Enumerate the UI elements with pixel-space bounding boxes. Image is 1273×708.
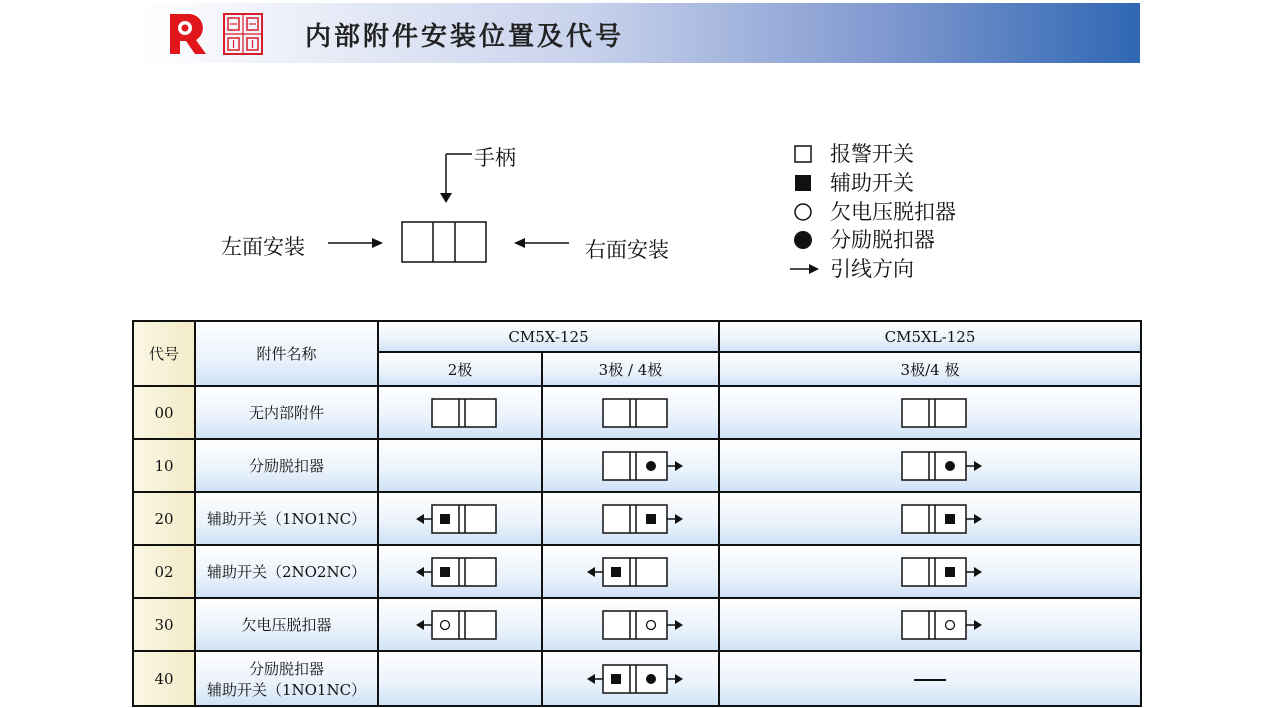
seal-logo-icon (223, 13, 263, 55)
row-position-c2 (542, 439, 719, 492)
arrow-right-icon (790, 256, 820, 282)
breaker-symbol-icon (571, 397, 691, 429)
row-code: 10 (133, 439, 195, 492)
page-title: 内部附件安装位置及代号 (305, 22, 625, 52)
row-position-c3 (719, 386, 1141, 439)
row-position-c1 (378, 386, 542, 439)
accessory-name-line: 辅助开关（1NO1NC） (206, 680, 367, 699)
legend-label: 辅助开关 (830, 171, 914, 195)
breaker-symbol-icon (870, 503, 990, 535)
filled-square-icon (945, 567, 955, 577)
breaker-body (902, 558, 966, 586)
arrow-right-icon (675, 514, 683, 524)
brand-logo-icon (168, 12, 208, 56)
breaker-body (902, 399, 966, 427)
row-position-c2 (542, 386, 719, 439)
not-applicable-dash (914, 679, 946, 681)
row-position-c1 (378, 439, 542, 492)
breaker-symbol-icon (870, 556, 990, 588)
filled-circle-icon (945, 461, 955, 471)
legend-label: 分励脱扣器 (830, 228, 935, 252)
breaker-body (902, 505, 966, 533)
empty-circle-icon (946, 620, 955, 629)
arrow-right-icon (675, 674, 683, 684)
accessory-name-line: 分励脱扣器 (248, 659, 324, 678)
row-accessory-name (195, 492, 378, 545)
breaker-symbol-icon (571, 503, 691, 535)
empty-square-icon (790, 141, 820, 167)
breaker-symbol-icon (870, 397, 990, 429)
accessory-code-table (132, 320, 1142, 707)
table-row (133, 651, 1141, 706)
arrow-left-icon (416, 514, 424, 524)
row-position-c3 (719, 651, 1141, 706)
breaker-symbol-icon (400, 503, 520, 535)
installation-diagram (300, 140, 600, 280)
breaker-symbol-icon (571, 556, 691, 588)
breaker-symbol-icon (400, 556, 520, 588)
arrow-right-icon (974, 514, 982, 524)
breaker-symbol-icon (571, 609, 691, 641)
breaker-body (603, 505, 667, 533)
row-position-c3 (719, 439, 1141, 492)
row-code: 30 (133, 598, 195, 651)
arrow-right-icon (974, 620, 982, 630)
breaker-symbol-icon (870, 609, 990, 641)
row-position-c3 (719, 545, 1141, 598)
header-code: 代号 (133, 321, 195, 386)
breaker-body (603, 611, 667, 639)
filled-circle-icon (646, 461, 656, 471)
filled-square-icon (611, 567, 621, 577)
row-position-c3 (719, 492, 1141, 545)
empty-circle-icon (646, 620, 655, 629)
table-row (133, 598, 1141, 651)
table-body (133, 386, 1141, 706)
arrow-left-icon (587, 674, 595, 684)
row-position-c2 (542, 651, 719, 706)
subheader-2pole: 2极 (378, 352, 542, 386)
breaker-symbol-icon (571, 663, 691, 695)
accessory-name-line: 分励脱扣器 (248, 457, 324, 475)
header-banner (134, 3, 1140, 63)
filled-square-icon (611, 674, 621, 684)
breaker-body (902, 452, 966, 480)
empty-circle-icon (790, 199, 820, 225)
row-position-c1 (378, 545, 542, 598)
arrow-left-icon (587, 567, 595, 577)
row-position-c1 (378, 651, 542, 706)
legend-label: 引线方向 (830, 257, 914, 281)
breaker-body (432, 399, 496, 427)
header-name: 附件名称 (195, 321, 378, 386)
filled-circle-icon (646, 674, 656, 684)
header-group-cm5x: CM5X-125 (378, 321, 719, 352)
row-accessory-name (195, 651, 378, 706)
table-row (133, 439, 1141, 492)
filled-circle-icon (790, 227, 820, 253)
row-accessory-name (195, 598, 378, 651)
breaker-symbol-icon (400, 609, 520, 641)
table-header-row (133, 321, 1141, 352)
legend-label: 报警开关 (830, 142, 914, 166)
empty-circle-icon (441, 620, 450, 629)
row-position-c2 (542, 545, 719, 598)
row-accessory-name (195, 545, 378, 598)
right-install-label: 右面安装 (585, 238, 669, 262)
table-row (133, 492, 1141, 545)
breaker-symbol-icon (571, 450, 691, 482)
arrow-right-icon (974, 567, 982, 577)
row-position-c2 (542, 598, 719, 651)
handle-label: 手柄 (474, 146, 516, 170)
accessory-name-line: 无内部附件 (248, 404, 324, 422)
accessory-name-line: 辅助开关（2NO2NC） (206, 563, 367, 581)
arrow-right-icon (675, 461, 683, 471)
arrow-right-icon (974, 461, 982, 471)
header-group-cm5xl: CM5XL-125 (719, 321, 1141, 352)
arrow-left-icon (416, 620, 424, 630)
filled-square-icon (440, 567, 450, 577)
subheader-3-4pole: 3极 / 4极 (542, 352, 719, 386)
row-code: 00 (133, 386, 195, 439)
filled-square-icon (646, 514, 656, 524)
row-code: 02 (133, 545, 195, 598)
row-position-c1 (378, 598, 542, 651)
breaker-body (902, 611, 966, 639)
breaker-symbol-icon (870, 450, 990, 482)
table-row (133, 386, 1141, 439)
breaker-body (603, 399, 667, 427)
filled-square-icon (945, 514, 955, 524)
breaker-symbol-icon (400, 397, 520, 429)
arrow-right-icon (675, 620, 683, 630)
breaker-body (603, 452, 667, 480)
accessory-name-line: 欠电压脱扣器 (241, 616, 332, 634)
row-code: 20 (133, 492, 195, 545)
legend-label: 欠电压脱扣器 (830, 200, 956, 224)
table-row (133, 545, 1141, 598)
row-position-c3 (719, 598, 1141, 651)
subheader-cm5xl-3-4pole: 3极/4 极 (719, 352, 1141, 386)
row-accessory-name (195, 439, 378, 492)
accessory-name-line: 辅助开关（1NO1NC） (206, 510, 367, 528)
filled-square-icon (440, 514, 450, 524)
row-position-c1 (378, 492, 542, 545)
arrow-left-icon (416, 567, 424, 577)
row-position-c2 (542, 492, 719, 545)
filled-square-icon (790, 170, 820, 196)
row-code: 40 (133, 651, 195, 706)
row-accessory-name (195, 386, 378, 439)
left-install-label: 左面安装 (221, 235, 305, 259)
